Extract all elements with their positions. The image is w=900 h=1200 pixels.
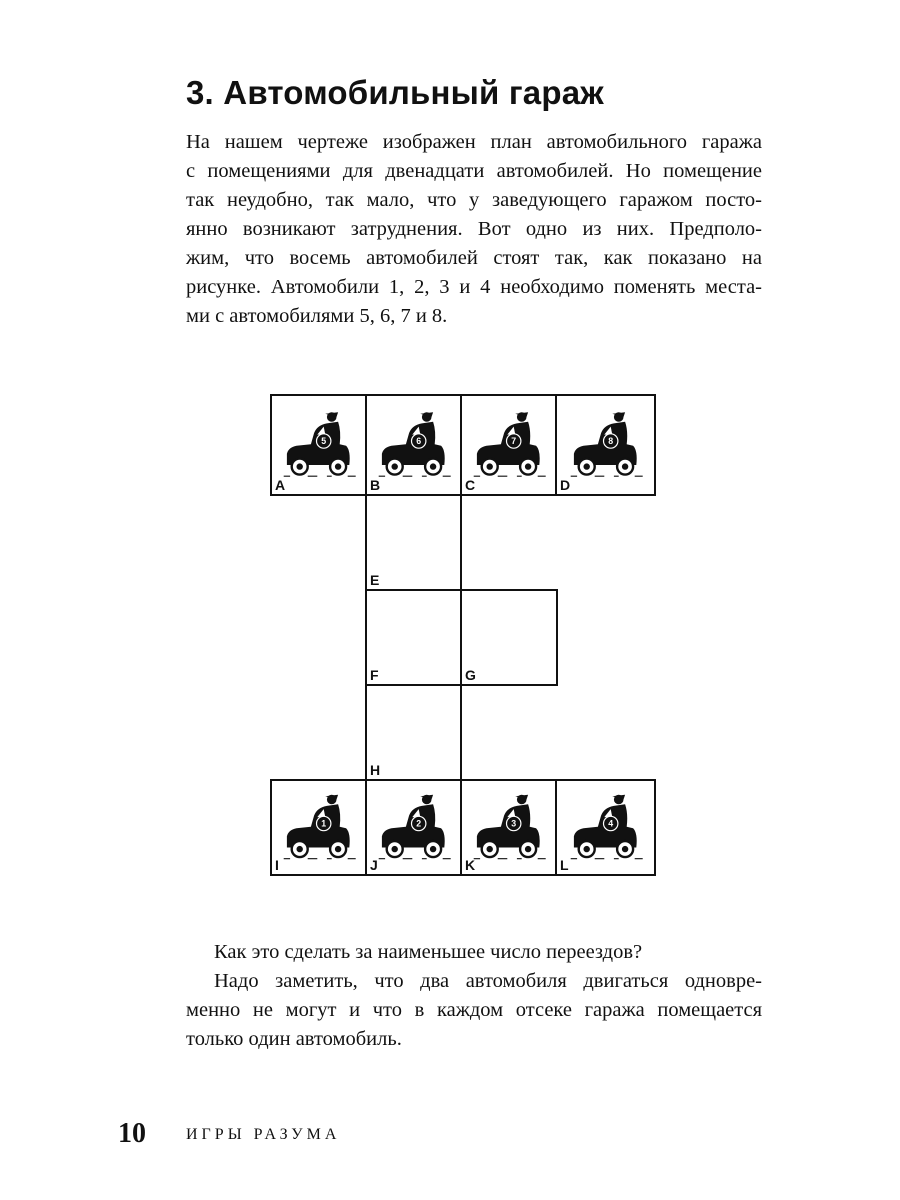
cell-label: A: [275, 477, 286, 493]
question-line: только один автомобиль.: [186, 1028, 402, 1050]
garage-cells: [271, 395, 655, 875]
car-number: 8: [608, 436, 614, 447]
cell-border: [366, 685, 461, 780]
cell-border: [366, 590, 461, 685]
garage-cell-d: [556, 395, 655, 495]
intro-line: жим, что восемь автомобилей стоят так, как показано на: [186, 247, 762, 269]
garage-cell-i: [271, 780, 366, 875]
question-line: Как это сделать за наименьшее число переездов?: [214, 941, 643, 963]
question-line: Надо заметить, что два автомобиля двигаться одновре-: [214, 970, 762, 992]
cell-label: G: [465, 667, 476, 683]
page-number: 10: [118, 1118, 146, 1149]
question-paragraphs: [186, 938, 762, 1054]
car-number: 2: [416, 818, 422, 829]
garage-cell-c: [461, 395, 556, 495]
car-number: 1: [321, 818, 327, 829]
cell-label: J: [370, 857, 378, 873]
garage-cell-l: [556, 780, 655, 875]
garage-cell-e: [366, 495, 461, 590]
garage-cell-a: [271, 395, 366, 495]
cell-label: I: [275, 857, 279, 873]
car-number: 5: [321, 436, 327, 447]
intro-line: ми с автомобилями 5, 6, 7 и 8.: [186, 305, 448, 327]
intro-line: так неудобно, так мало, что у заведующего гаражом посто-: [186, 189, 762, 211]
car-number: 6: [416, 436, 422, 447]
car-number: 3: [511, 818, 517, 829]
running-title: ИГРЫ РАЗУМА: [186, 1126, 341, 1143]
car-icon: [284, 795, 356, 859]
car-icon: [571, 412, 643, 476]
car-icon: [284, 412, 356, 476]
garage-cell-f: [366, 590, 461, 685]
garage-cell-j: [366, 780, 461, 875]
cell-label: E: [370, 572, 380, 588]
garage-cell-h: [366, 685, 461, 780]
section-title: 3. Автомобильный гараж: [186, 74, 604, 111]
garage-cell-k: [461, 780, 556, 875]
car-icon: [474, 795, 546, 859]
garage-cell-g: [461, 590, 557, 685]
cell-label: K: [465, 857, 476, 873]
page-footer: [118, 1118, 341, 1150]
car-icon: [379, 795, 451, 859]
cell-label: H: [370, 762, 381, 778]
intro-line: На нашем чертеже изображен план автомобильного гаража: [186, 131, 762, 153]
car-number: 7: [511, 436, 517, 447]
cell-border: [366, 495, 461, 590]
intro-line: янно возникают затруднения. Вот одно из них. Предполо-: [186, 218, 762, 240]
garage-cell-b: [366, 395, 461, 495]
intro-line: с помещениями для двенадцати автомобилей. Но помещение: [186, 160, 762, 182]
cell-label: B: [370, 477, 381, 493]
question-line: менно не могут и что в каждом отсеке гаража помещается: [186, 999, 762, 1021]
cell-label: F: [370, 667, 379, 683]
cell-label: C: [465, 477, 476, 493]
car-icon: [379, 412, 451, 476]
car-number: 4: [608, 818, 614, 829]
car-icon: [571, 795, 643, 859]
intro-line: рисунке. Автомобили 1, 2, 3 и 4 необходимо поменять места-: [186, 276, 762, 298]
cell-label: L: [560, 857, 569, 873]
car-icon: [474, 412, 546, 476]
cell-label: D: [560, 477, 571, 493]
